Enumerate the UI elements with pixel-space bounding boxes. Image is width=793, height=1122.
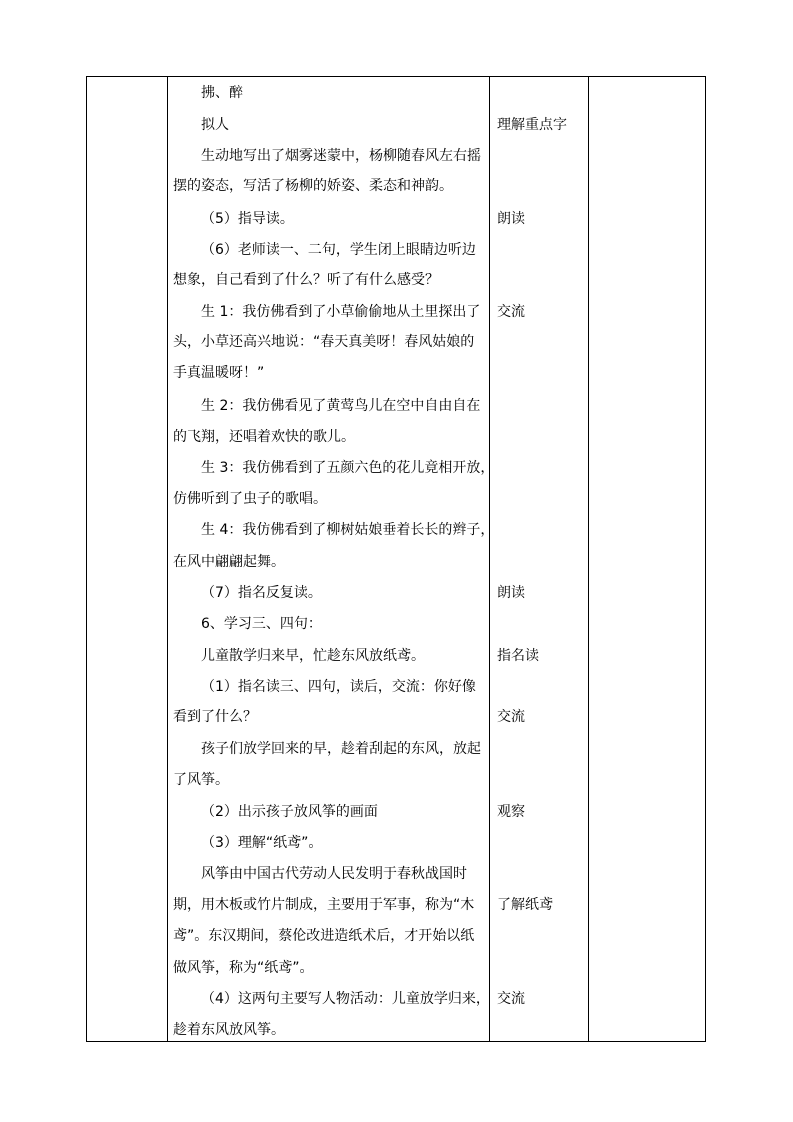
- activity-note: 交流: [497, 991, 525, 1007]
- content-line: 生 4：我仿佛看到了柳树姑娘垂着长长的辫子，: [201, 522, 495, 538]
- content-line: 拂、醉: [201, 85, 243, 101]
- content-line: 仿佛听到了虫子的歌唱。: [173, 491, 327, 507]
- content-line: 鸢”。东汉期间，蔡伦改进造纸术后，才开始以纸: [173, 928, 475, 944]
- content-line: 生 3：我仿佛看到了五颜六色的花儿竟相开放，: [201, 460, 495, 476]
- content-line: （2）出示孩子放风筝的画面: [201, 804, 378, 820]
- content-line: 摆的姿态，写活了杨柳的娇姿、柔态和神韵。: [173, 178, 453, 194]
- activity-note: 了解纸鸢: [497, 897, 553, 913]
- content-line: 生动地写出了烟雾迷蒙中，杨柳随春风左右摇: [201, 148, 481, 164]
- content-line: 头，小草还高兴地说：“春天真美呀！春风姑娘的: [173, 334, 475, 350]
- content-line: 拟人: [201, 117, 229, 133]
- content-line: 在风中翩翩起舞。: [173, 554, 285, 570]
- content-line: （3）理解“纸鸢”。: [201, 835, 323, 851]
- content-line: 趁着东风放风筝。: [173, 1022, 285, 1038]
- content-line: 了风筝。: [173, 772, 229, 788]
- column-divider-1: [167, 77, 168, 1041]
- content-line: 儿童散学归来早，忙趁东风放纸鸢。: [201, 648, 425, 664]
- content-line: （4）这两句主要写人物活动：儿童放学归来，: [201, 991, 490, 1007]
- activity-note: 理解重点字: [497, 117, 567, 133]
- activity-note: 交流: [497, 709, 525, 725]
- content-line: 孩子们放学回来的早，趁着刮起的东风，放起: [201, 741, 481, 757]
- content-line: 看到了什么？: [173, 709, 257, 725]
- content-line: （1）指名读三、四句，读后，交流：你好像: [201, 679, 476, 695]
- activity-note: 观察: [497, 804, 525, 820]
- activity-note: 朗读: [497, 211, 525, 227]
- content-line: 风筝由中国古代劳动人民发明于春秋战国时: [201, 866, 467, 882]
- content-line: 做风筝，称为“纸鸢”。: [173, 960, 314, 976]
- content-line: （6）老师读一、二句，学生闭上眼睛边听边: [201, 242, 476, 258]
- activity-note: 指名读: [497, 648, 539, 664]
- activity-note: 交流: [497, 304, 525, 320]
- column-divider-2: [489, 77, 490, 1041]
- content-line: 期，用木板或竹片制成，主要用于军事，称为“木: [173, 897, 475, 913]
- content-line: 手真温暖呀！”: [173, 365, 265, 381]
- content-line: 的飞翔，还唱着欢快的歌儿。: [173, 429, 355, 445]
- content-line: 6、学习三、四句：: [201, 616, 322, 632]
- column-divider-3: [588, 77, 589, 1041]
- activity-note: 朗读: [497, 585, 525, 601]
- content-line: （7）指名反复读。: [201, 585, 322, 601]
- content-line: （5）指导读。: [201, 211, 294, 227]
- content-line: 生 1：我仿佛看到了小草偷偷地从土里探出了: [201, 304, 481, 320]
- content-line: 生 2：我仿佛看见了黄莺鸟儿在空中自由自在: [201, 398, 481, 414]
- content-line: 想象，自己看到了什么？听了有什么感受？: [173, 272, 439, 288]
